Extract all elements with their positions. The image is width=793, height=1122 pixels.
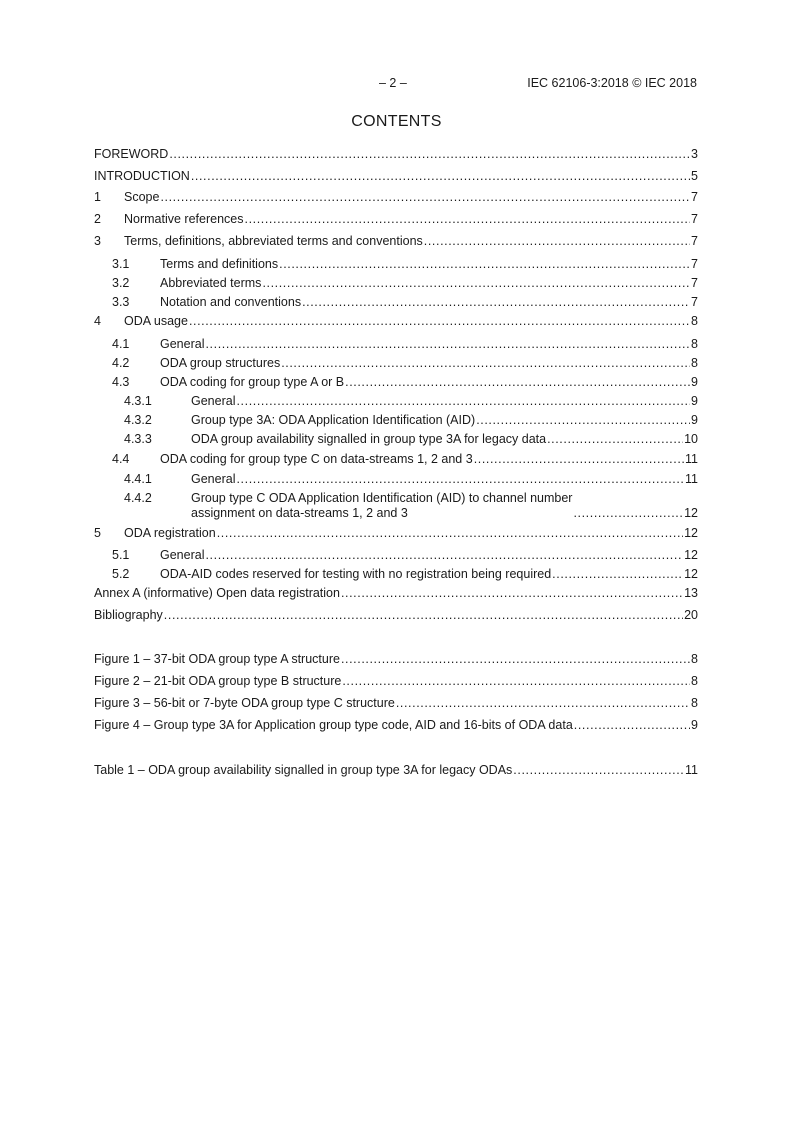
entry-page-number: 12: [684, 526, 698, 540]
entry-label: Terms, definitions, abbreviated terms and conventions: [124, 234, 423, 248]
dot-leader: [424, 234, 690, 249]
toc-entry[interactable]: [94, 432, 698, 447]
entry-page-number: 13: [684, 586, 698, 600]
toc-entry[interactable]: [94, 548, 698, 563]
entry-page-number: 7: [691, 190, 698, 204]
entry-label: Normative references: [124, 212, 244, 226]
entry-label: ODA usage: [124, 314, 188, 328]
entry-number: 3: [94, 234, 101, 248]
toc-entry[interactable]: [94, 491, 698, 521]
toc-entry[interactable]: [94, 337, 698, 352]
entry-number: 5.1: [112, 548, 130, 562]
dot-leader: [302, 295, 690, 310]
entry-page-number: 8: [691, 674, 698, 688]
entry-page-number: 8: [691, 652, 698, 666]
page-number: – 2 –: [379, 76, 407, 90]
dot-leader: [236, 394, 690, 409]
entry-number: 3.2: [112, 276, 130, 290]
toc-entry[interactable]: [94, 567, 698, 582]
entry-label-line-1: Group type C ODA Application Identification (AID) to channel number: [191, 491, 573, 505]
entry-label: Annex A (informative) Open data registration: [94, 586, 340, 600]
dot-leader: [217, 526, 683, 541]
entry-page-number: 8: [691, 314, 698, 328]
entry-label: FOREWORD: [94, 147, 169, 161]
dot-leader: [396, 696, 690, 711]
entry-page-number: 9: [691, 394, 698, 408]
entry-page-number: 8: [691, 696, 698, 710]
entry-label: General: [160, 548, 205, 562]
entry-page-number: 5: [691, 169, 698, 183]
dot-leader: [513, 763, 684, 778]
figure-entry[interactable]: [94, 674, 698, 689]
page-header: [0, 76, 793, 92]
table-entry[interactable]: [94, 763, 698, 778]
dot-leader: [474, 452, 684, 467]
page-title: CONTENTS: [351, 113, 442, 130]
toc-entry[interactable]: [94, 212, 698, 227]
entry-number: 4.4: [112, 452, 130, 466]
entry-label: Terms and definitions: [160, 257, 279, 271]
entry-page-number: 20: [684, 608, 698, 622]
entry-label: ODA coding for group type A or B: [160, 375, 345, 389]
dot-leader: [191, 169, 690, 184]
entry-number: 4.3.3: [124, 432, 152, 446]
toc-entry[interactable]: [94, 276, 698, 291]
entry-page-number: 11: [685, 452, 698, 466]
dot-leader: [341, 652, 690, 667]
entry-page-number: 12: [684, 506, 698, 520]
entry-page-number: 12: [684, 548, 698, 562]
toc-entry[interactable]: [94, 472, 698, 487]
entry-label: ODA group structures: [160, 356, 281, 370]
dot-leader: [281, 356, 690, 371]
entry-label: Bibliography: [94, 608, 163, 622]
dot-leader: [547, 432, 683, 447]
toc-entry[interactable]: [94, 257, 698, 272]
dot-leader: [573, 506, 683, 521]
entry-page-number: 9: [691, 375, 698, 389]
entry-label: Scope: [124, 190, 160, 204]
dot-leader: [189, 314, 690, 329]
toc-entry[interactable]: [94, 190, 698, 205]
dot-leader: [341, 586, 683, 601]
toc-entry[interactable]: [94, 295, 698, 310]
entry-label: [191, 491, 572, 521]
entry-page-number: 7: [691, 234, 698, 248]
entry-label: Notation and conventions: [160, 295, 302, 309]
toc-entry[interactable]: [94, 608, 698, 623]
toc-entry[interactable]: [94, 375, 698, 390]
dot-leader: [160, 190, 690, 205]
figure-entry[interactable]: [94, 652, 698, 667]
toc-entry[interactable]: [94, 356, 698, 371]
dot-leader: [245, 212, 691, 227]
entry-label: ODA-AID codes reserved for testing with no registration being required: [160, 567, 552, 581]
toc-entry[interactable]: [94, 394, 698, 409]
entry-label: INTRODUCTION: [94, 169, 190, 183]
entry-label: Figure 3 – 56-bit or 7-byte ODA group type C structure: [94, 696, 395, 710]
entry-number: 4.4.2: [124, 491, 152, 505]
toc-entry[interactable]: [94, 314, 698, 329]
entry-page-number: 11: [685, 472, 698, 486]
entry-label: ODA coding for group type C on data-streams 1, 2 and 3: [160, 452, 473, 466]
entry-number: 3.3: [112, 295, 130, 309]
dot-leader: [236, 472, 684, 487]
entry-number: 4.1: [112, 337, 130, 351]
dot-leader: [279, 257, 690, 272]
entry-number: 4: [94, 314, 101, 328]
entry-page-number: 9: [691, 718, 698, 732]
toc-entry[interactable]: [94, 234, 698, 249]
dot-leader: [205, 548, 683, 563]
entry-number: 3.1: [112, 257, 130, 271]
toc-entry[interactable]: [94, 586, 698, 601]
entry-page-number: 7: [691, 295, 698, 309]
entry-page-number: 9: [691, 413, 698, 427]
entry-label: ODA registration: [124, 526, 216, 540]
entry-label: Abbreviated terms: [160, 276, 262, 290]
toc-entry[interactable]: [94, 169, 698, 184]
entry-page-number: 8: [691, 337, 698, 351]
entry-number: 4.3.2: [124, 413, 152, 427]
figure-entry[interactable]: [94, 718, 698, 733]
entry-page-number: 7: [691, 212, 698, 226]
entry-page-number: 11: [685, 763, 698, 777]
entry-number: 2: [94, 212, 101, 226]
entry-label: General: [160, 337, 205, 351]
entry-number: 4.4.1: [124, 472, 152, 486]
dot-leader: [205, 337, 690, 352]
dot-leader: [345, 375, 690, 390]
entry-label: General: [191, 472, 236, 486]
entry-page-number: 3: [691, 147, 698, 161]
dot-leader: [169, 147, 690, 162]
toc-entry[interactable]: [94, 452, 698, 467]
entry-page-number: 8: [691, 356, 698, 370]
entry-page-number: 10: [684, 432, 698, 446]
entry-label: Figure 2 – 21-bit ODA group type B structure: [94, 674, 342, 688]
entry-page-number: 12: [684, 567, 698, 581]
dot-leader: [476, 413, 690, 428]
entry-number: 4.3.1: [124, 394, 152, 408]
entry-label: Figure 1 – 37-bit ODA group type A structure: [94, 652, 340, 666]
dot-leader: [262, 276, 690, 291]
dot-leader: [574, 718, 690, 733]
entry-label: General: [191, 394, 236, 408]
entry-label-line-2: assignment on data-streams 1, 2 and 3: [191, 506, 408, 520]
entry-label: Table 1 – ODA group availability signalled in group type 3A for legacy ODAs: [94, 763, 513, 777]
toc-entry[interactable]: [94, 147, 698, 162]
entry-page-number: 7: [691, 257, 698, 271]
entry-number: 5.2: [112, 567, 130, 581]
entry-label: ODA group availability signalled in group type 3A for legacy data: [191, 432, 547, 446]
entry-number: 1: [94, 190, 101, 204]
entry-label: Group type 3A: ODA Application Identification (AID): [191, 413, 476, 427]
entry-label: Figure 4 – Group type 3A for Application group type code, AID and 16-bits of ODA data: [94, 718, 573, 732]
entry-number: 5: [94, 526, 101, 540]
entry-page-number: 7: [691, 276, 698, 290]
toc-entry[interactable]: [94, 526, 698, 541]
figure-entry[interactable]: [94, 696, 698, 711]
entry-number: 4.2: [112, 356, 130, 370]
dot-leader: [342, 674, 690, 689]
entry-number: 4.3: [112, 375, 130, 389]
dot-leader: [552, 567, 683, 582]
standard-id: IEC 62106-3:2018 © IEC 2018: [527, 76, 697, 90]
dot-leader: [164, 608, 683, 623]
toc-entry[interactable]: [94, 413, 698, 428]
